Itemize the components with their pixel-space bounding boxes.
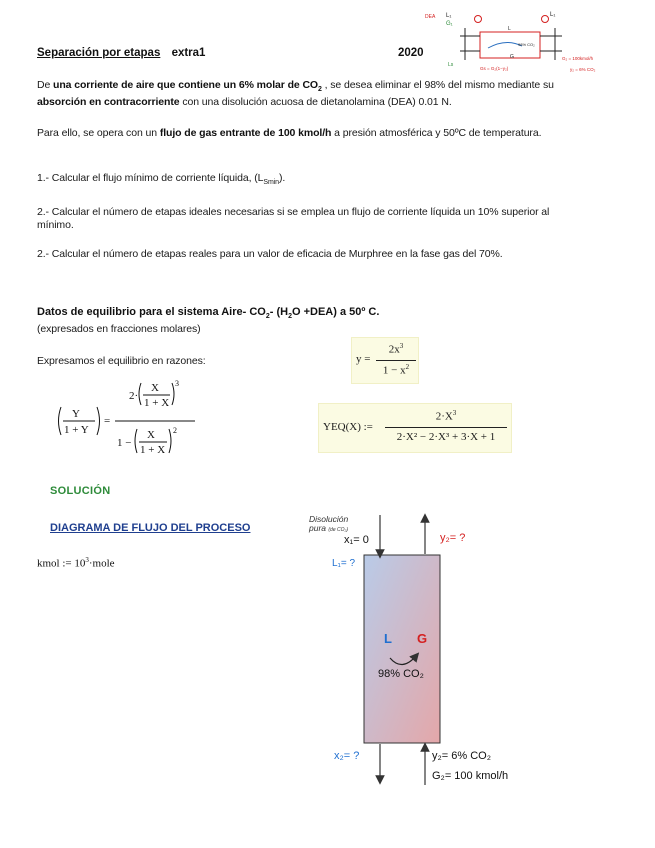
sketch-ls: Ls [448,62,454,68]
yeq-function-box [318,403,512,453]
sketch-top-right: L₁ [550,12,556,18]
eq1-den: $1 - x^2$ [382,363,410,377]
diagram-heading: DIAGRAMA DE FLUJO DEL PROCESO [50,522,251,534]
absorption-column [364,555,440,743]
yeq-label: YEQ(X) := [323,421,373,433]
y2-top-label: y₂= ? [440,532,466,544]
svg-text:2: 2 [173,426,177,435]
problem-paragraph-2: Para ello, se opera con un flujo de gas entrante de 100 kmol/h a presión atmosférica y 50ºC de temperatura. [37,127,542,139]
sketch-g1: G₁ [446,21,453,27]
equilibrium-heading: Datos de equilibrio para el sistema Aire- $CO_2-$ $(H_2O +DEA)$ a 50º C. [37,306,380,321]
question-2: 2.- Calcular el número de etapas ideales necesarias si se emplea un flujo de corriente líquida un 10% superior al mínimo. [37,206,550,231]
solution-heading: SOLUCIÓN [50,485,111,497]
ratio-equation [55,375,205,467]
G2-label: G₂= 100 kmol/h [432,770,509,782]
svg-text:X: X [147,429,155,441]
question-1: 1.- Calcular el flujo mínimo de corriente líquida, $(L_{Smin})$. [37,172,286,187]
L1-label: L₁= ? [332,558,356,569]
svg-text:1 + X: 1 + X [144,397,170,409]
sketch-l1: L₁ [446,13,452,19]
removal-label: 98% CO₂ [378,668,424,680]
document-header [37,47,205,59]
sketch-g2: G₂ = 100kmol/h [562,56,594,61]
inlet-description: Disolución pura (de CO₂) [309,514,349,533]
sketch-dea: DEA [425,14,436,20]
svg-text:Y: Y [72,408,80,420]
hand-sketch [410,8,620,78]
svg-text:1 + Y: 1 + Y [64,424,89,436]
liquid-phase-label: L [384,631,392,646]
eq1-num: $2x^3$ [388,342,404,356]
x1-label: x₁= 0 [344,534,369,546]
sketch-label-pct: 98% CO₂ [518,42,535,47]
svg-text:1 + X: 1 + X [140,444,166,456]
problem-paragraph-1: De una corriente de aire que contiene un 6% molar de $CO_2$ , se desea eliminar el 98% del mismo mediante su absorción en contracorriente con una disolución acuosa de dietanolamina (DEA) 0.01 N. [37,79,554,109]
svg-text:1 −: 1 − [117,437,132,449]
gas-phase-label: G [417,631,428,646]
yeq-denominator: 2·X² − 2·X³ + 3·X + 1 [396,431,496,443]
question-3: 2.- Calcular el número de etapas reales para un valor de eficacia de Murphree en la fase gas del 70%. [37,248,503,260]
equilibrium-note: (expresados en fracciones molares) [37,323,201,335]
sketch-label-l: L [508,26,511,32]
svg-text:3: 3 [175,379,179,388]
year-label: 2020 [398,47,424,59]
eq1-lhs: y = [356,353,371,365]
equation-y-box [351,337,419,384]
svg-text:=: = [104,415,111,427]
y2-bottom-label: y₂= 6% CO₂ [432,750,491,762]
page-title: Separación por etapas [37,47,161,59]
svg-text:2·: 2· [129,390,139,402]
sketch-y2: y₂ = 6% CO₂ [570,67,596,72]
page-subtitle: extra1 [171,47,206,59]
kmol-definition: kmol := $10^3\cdot mole$ [37,556,115,570]
yeq-numerator: $2\cdot X^3$ [435,409,457,423]
sketch-gs: Gs = G₂(1−y₂) [480,66,509,71]
svg-text:X: X [151,382,159,394]
ratios-label: Expresamos el equilibrio en razones: [37,355,206,367]
x2-label: x₂= ? [334,750,360,762]
sketch-label-g: G [510,54,514,60]
